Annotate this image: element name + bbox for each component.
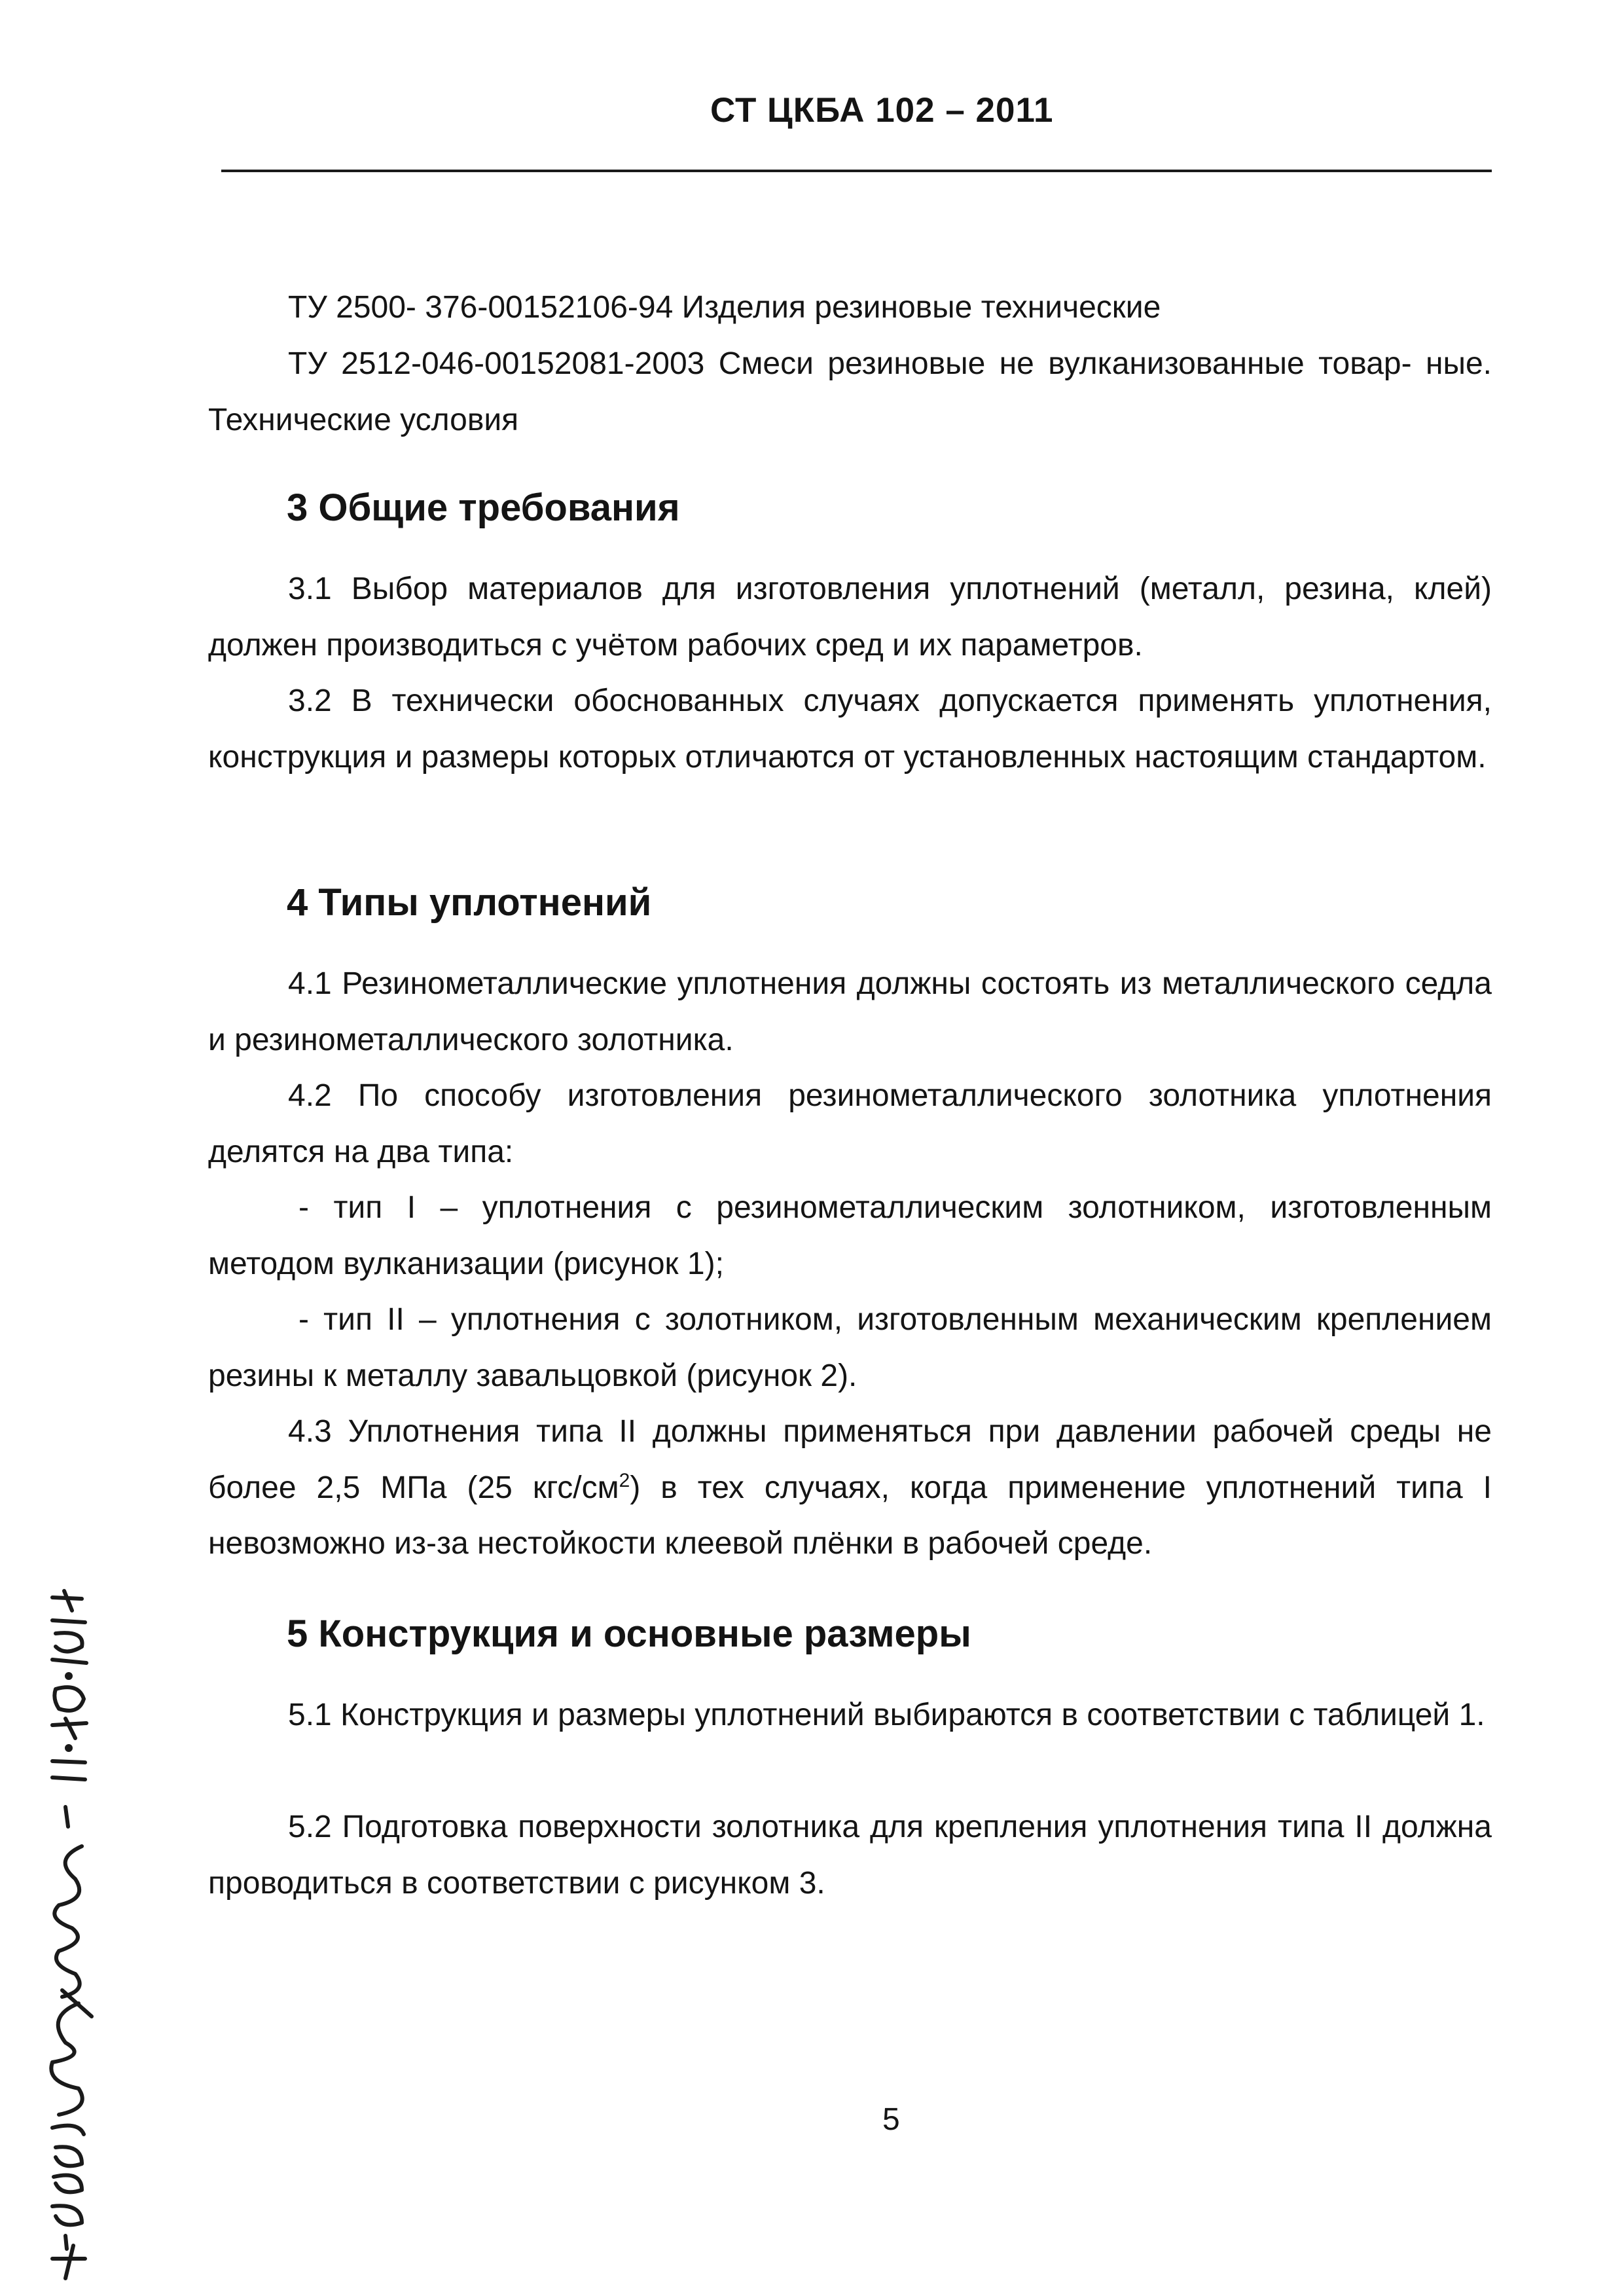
paragraph: 3.1 Выбор материалов для изготовления уплотнений (металл, резина, клей) должен производиться с учётом рабочих сред и их параметров.: [208, 572, 1492, 663]
list-item: - тип I – уплотнения с резинометаллическим золотником, изготовленным методом вулканизации (рисунок 1);: [208, 1190, 1492, 1281]
reference-item: ТУ 2500- 376-00152106-94 Изделия резиновые технические: [288, 290, 1161, 325]
paragraph: 4.2 По способу изготовления резинометаллического золотника уплотнения делятся на два типа:: [208, 1078, 1492, 1169]
reference-item: ТУ 2512-046-00152081-2003 Смеси резиновые не вулканизованные товар- ные. Технические условия: [208, 346, 1492, 437]
paragraph-text: ) в тех случаях, когда применение уплотнений типа I невозможно из-за нестойкости клеевой плёнки в рабочей среде.: [208, 1470, 1492, 1561]
paragraph: 3.2 В технически обоснованных случаях допускается применять уплотнения, конструкция и размеры которых отличаются от установленных настоящим стандартом.: [208, 683, 1492, 774]
section-heading: 4 Типы уплотнений: [287, 881, 652, 924]
page-number: 5: [882, 2102, 900, 2137]
list-item: - тип II – уплотнения с золотником, изготовленным механическим креплением резины к металлу завальцовкой (рисунок 2).: [208, 1302, 1492, 1393]
paragraph: 5.1 Конструкция и размеры уплотнений выбираются в соответствии с таблицей 1.: [288, 1698, 1485, 1732]
paragraph: 5.2 Подготовка поверхности золотника для крепления уплотнения типа II должна проводиться в соответствии с рисунком 3.: [208, 1810, 1492, 1901]
paragraph: 4.1 Резинометаллические уплотнения должны состоять из металлического седла и резинометаллического золотника.: [208, 966, 1492, 1057]
section-heading: 5 Конструкция и основные размеры: [287, 1613, 971, 1655]
handwritten-margin-note: [26, 1584, 105, 2285]
superscript: 2: [619, 1469, 630, 1491]
paragraph: [208, 1404, 1492, 1572]
document-code: СТ ЦКБА 102 – 2011: [710, 91, 1054, 130]
header-rule: [221, 170, 1492, 172]
section-heading: 3 Общие требования: [287, 486, 680, 529]
paragraph-text: 4.3 Уплотнения типа II должны применяться при давлении рабочей среды не более 2,5 МПа (25 кгс/см: [208, 1414, 1492, 1505]
